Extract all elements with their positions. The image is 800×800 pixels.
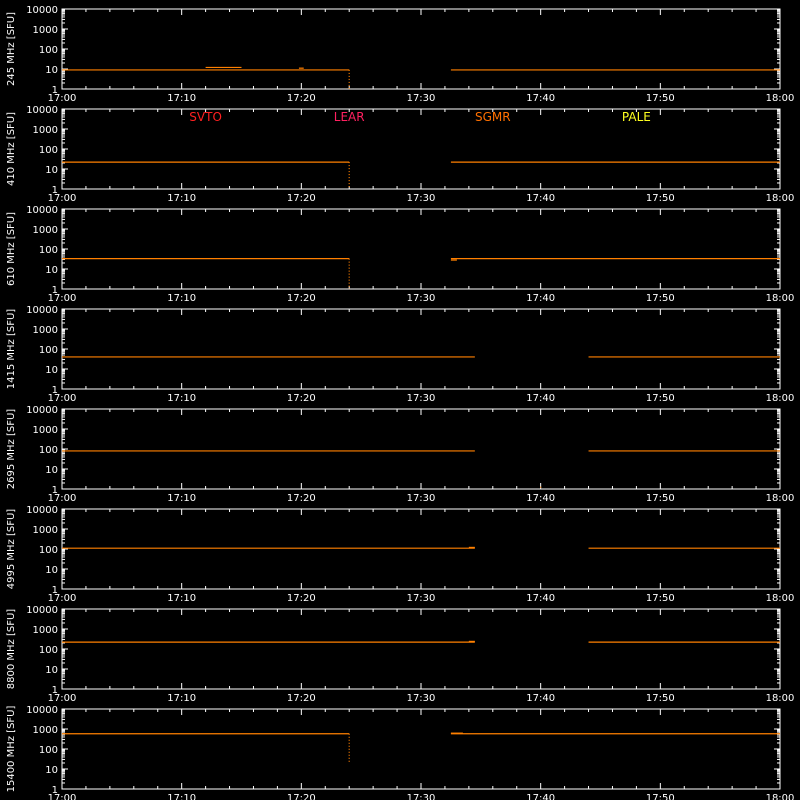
- x-tick-label: 17:00: [47, 593, 77, 604]
- y-tick-label: 10000: [26, 505, 58, 516]
- chart-panel: [6, 205, 794, 304]
- y-tick-label: 1000: [32, 525, 58, 536]
- chart-panel: [6, 505, 794, 604]
- x-tick-label: 17:00: [47, 293, 77, 304]
- y-tick-label: 100: [38, 45, 58, 56]
- x-tick-label: 17:20: [286, 493, 316, 504]
- x-tick-label: 18:00: [765, 393, 795, 404]
- x-tick-label: 17:40: [526, 93, 556, 104]
- x-tick-label: 17:50: [645, 493, 675, 504]
- y-tick-label: 10000: [26, 5, 58, 16]
- y-axis-label: 2695 MHz [SFU]: [6, 408, 17, 490]
- chart-panel: [6, 605, 794, 704]
- panel-frame: [62, 509, 780, 589]
- y-axis-label: 1415 MHz [SFU]: [6, 308, 17, 390]
- x-tick-label: 18:00: [765, 493, 795, 504]
- x-tick-label: 17:30: [406, 193, 436, 204]
- x-tick-label: 18:00: [765, 793, 795, 800]
- x-tick-label: 18:00: [765, 593, 795, 604]
- y-axis-label: 610 MHz [SFU]: [6, 211, 17, 287]
- y-tick-label: 100: [38, 745, 58, 756]
- y-tick-label: 1: [51, 585, 58, 596]
- y-tick-label: 10: [45, 565, 58, 576]
- x-tick-label: 17:10: [167, 693, 197, 704]
- x-tick-label: 17:50: [645, 193, 675, 204]
- y-axis-label: 410 MHz [SFU]: [6, 111, 17, 187]
- x-tick-label: 17:40: [526, 393, 556, 404]
- x-tick-label: 17:50: [645, 693, 675, 704]
- x-tick-label: 17:50: [645, 593, 675, 604]
- y-tick-label: 10000: [26, 105, 58, 116]
- y-tick-label: 10000: [26, 405, 58, 416]
- y-tick-label: 10000: [26, 205, 58, 216]
- x-tick-label: 17:10: [167, 393, 197, 404]
- x-tick-label: 17:20: [286, 693, 316, 704]
- x-tick-label: 17:50: [645, 393, 675, 404]
- y-tick-label: 10: [45, 365, 58, 376]
- x-tick-label: 17:20: [286, 793, 316, 800]
- y-axis-label: 15400 MHz [SFU]: [6, 705, 17, 793]
- y-tick-label: 100: [38, 445, 58, 456]
- panel-frame: [62, 109, 780, 189]
- x-tick-label: 17:50: [645, 293, 675, 304]
- panel-frame: [62, 309, 780, 389]
- x-tick-label: 18:00: [765, 93, 795, 104]
- x-tick-label: 17:00: [47, 493, 77, 504]
- y-tick-label: 1000: [32, 725, 58, 736]
- x-tick-label: 17:10: [167, 293, 197, 304]
- chart-panel: [6, 305, 794, 404]
- x-tick-label: 17:50: [645, 93, 675, 104]
- y-tick-label: 10: [45, 765, 58, 776]
- y-tick-label: 100: [38, 545, 58, 556]
- x-tick-label: 17:00: [47, 693, 77, 704]
- y-tick-label: 10: [45, 265, 58, 276]
- chart-panel: [6, 5, 794, 104]
- x-tick-label: 17:40: [526, 593, 556, 604]
- x-tick-label: 17:30: [406, 693, 436, 704]
- x-tick-label: 17:30: [406, 593, 436, 604]
- x-tick-label: 17:00: [47, 393, 77, 404]
- y-tick-label: 10: [45, 165, 58, 176]
- x-tick-label: 18:00: [765, 693, 795, 704]
- x-tick-label: 17:40: [526, 293, 556, 304]
- y-tick-label: 1000: [32, 425, 58, 436]
- x-tick-label: 17:50: [645, 793, 675, 800]
- y-tick-label: 100: [38, 145, 58, 156]
- x-tick-label: 18:00: [765, 193, 795, 204]
- panel-frame: [62, 9, 780, 89]
- x-tick-label: 17:30: [406, 493, 436, 504]
- y-tick-label: 1000: [32, 25, 58, 36]
- y-axis-label: 4995 MHz [SFU]: [6, 508, 17, 590]
- panel-frame: [62, 409, 780, 489]
- chart-panel: [6, 705, 794, 800]
- y-tick-label: 1: [51, 485, 58, 496]
- x-tick-label: 17:10: [167, 93, 197, 104]
- x-tick-label: 17:20: [286, 393, 316, 404]
- x-tick-label: 18:00: [765, 293, 795, 304]
- x-tick-label: 17:00: [47, 793, 77, 800]
- x-tick-label: 17:10: [167, 593, 197, 604]
- x-tick-label: 17:00: [47, 193, 77, 204]
- x-tick-label: 17:40: [526, 493, 556, 504]
- x-tick-label: 17:20: [286, 593, 316, 604]
- x-tick-label: 17:10: [167, 493, 197, 504]
- y-tick-label: 1: [51, 385, 58, 396]
- x-tick-label: 17:20: [286, 93, 316, 104]
- y-tick-label: 1: [51, 185, 58, 196]
- y-tick-label: 100: [38, 345, 58, 356]
- y-tick-label: 10000: [26, 605, 58, 616]
- x-tick-label: 17:40: [526, 793, 556, 800]
- x-tick-label: 17:20: [286, 193, 316, 204]
- station-label: PALE: [621, 110, 651, 124]
- x-tick-label: 17:40: [526, 193, 556, 204]
- y-tick-label: 100: [38, 645, 58, 656]
- y-tick-label: 10000: [26, 305, 58, 316]
- y-tick-label: 10000: [26, 705, 58, 716]
- panel-frame: [62, 609, 780, 689]
- x-tick-label: 17:30: [406, 293, 436, 304]
- x-tick-label: 17:30: [406, 93, 436, 104]
- x-tick-label: 17:20: [286, 293, 316, 304]
- chart-panel: [6, 405, 794, 504]
- y-axis-label: 245 MHz [SFU]: [6, 11, 17, 87]
- x-tick-label: 17:10: [167, 193, 197, 204]
- station-label: LEAR: [333, 110, 365, 124]
- y-tick-label: 10: [45, 65, 58, 76]
- y-tick-label: 10: [45, 465, 58, 476]
- y-tick-label: 1: [51, 785, 58, 796]
- panel-frame: [62, 209, 780, 289]
- y-tick-label: 10: [45, 665, 58, 676]
- x-tick-label: 17:40: [526, 693, 556, 704]
- x-tick-label: 17:00: [47, 93, 77, 104]
- y-tick-label: 1: [51, 685, 58, 696]
- x-tick-label: 17:30: [406, 393, 436, 404]
- y-tick-label: 1: [51, 85, 58, 96]
- station-label: SGMR: [474, 110, 511, 124]
- y-axis-label: 8800 MHz [SFU]: [6, 608, 17, 690]
- station-label: SVTO: [189, 110, 222, 124]
- panel-frame: [62, 709, 780, 789]
- y-tick-label: 1000: [32, 625, 58, 636]
- chart-panel: [6, 105, 794, 204]
- x-tick-label: 17:30: [406, 793, 436, 800]
- y-tick-label: 1000: [32, 325, 58, 336]
- y-tick-label: 1: [51, 285, 58, 296]
- x-tick-label: 17:10: [167, 793, 197, 800]
- y-tick-label: 1000: [32, 225, 58, 236]
- y-tick-label: 1000: [32, 125, 58, 136]
- y-tick-label: 100: [38, 245, 58, 256]
